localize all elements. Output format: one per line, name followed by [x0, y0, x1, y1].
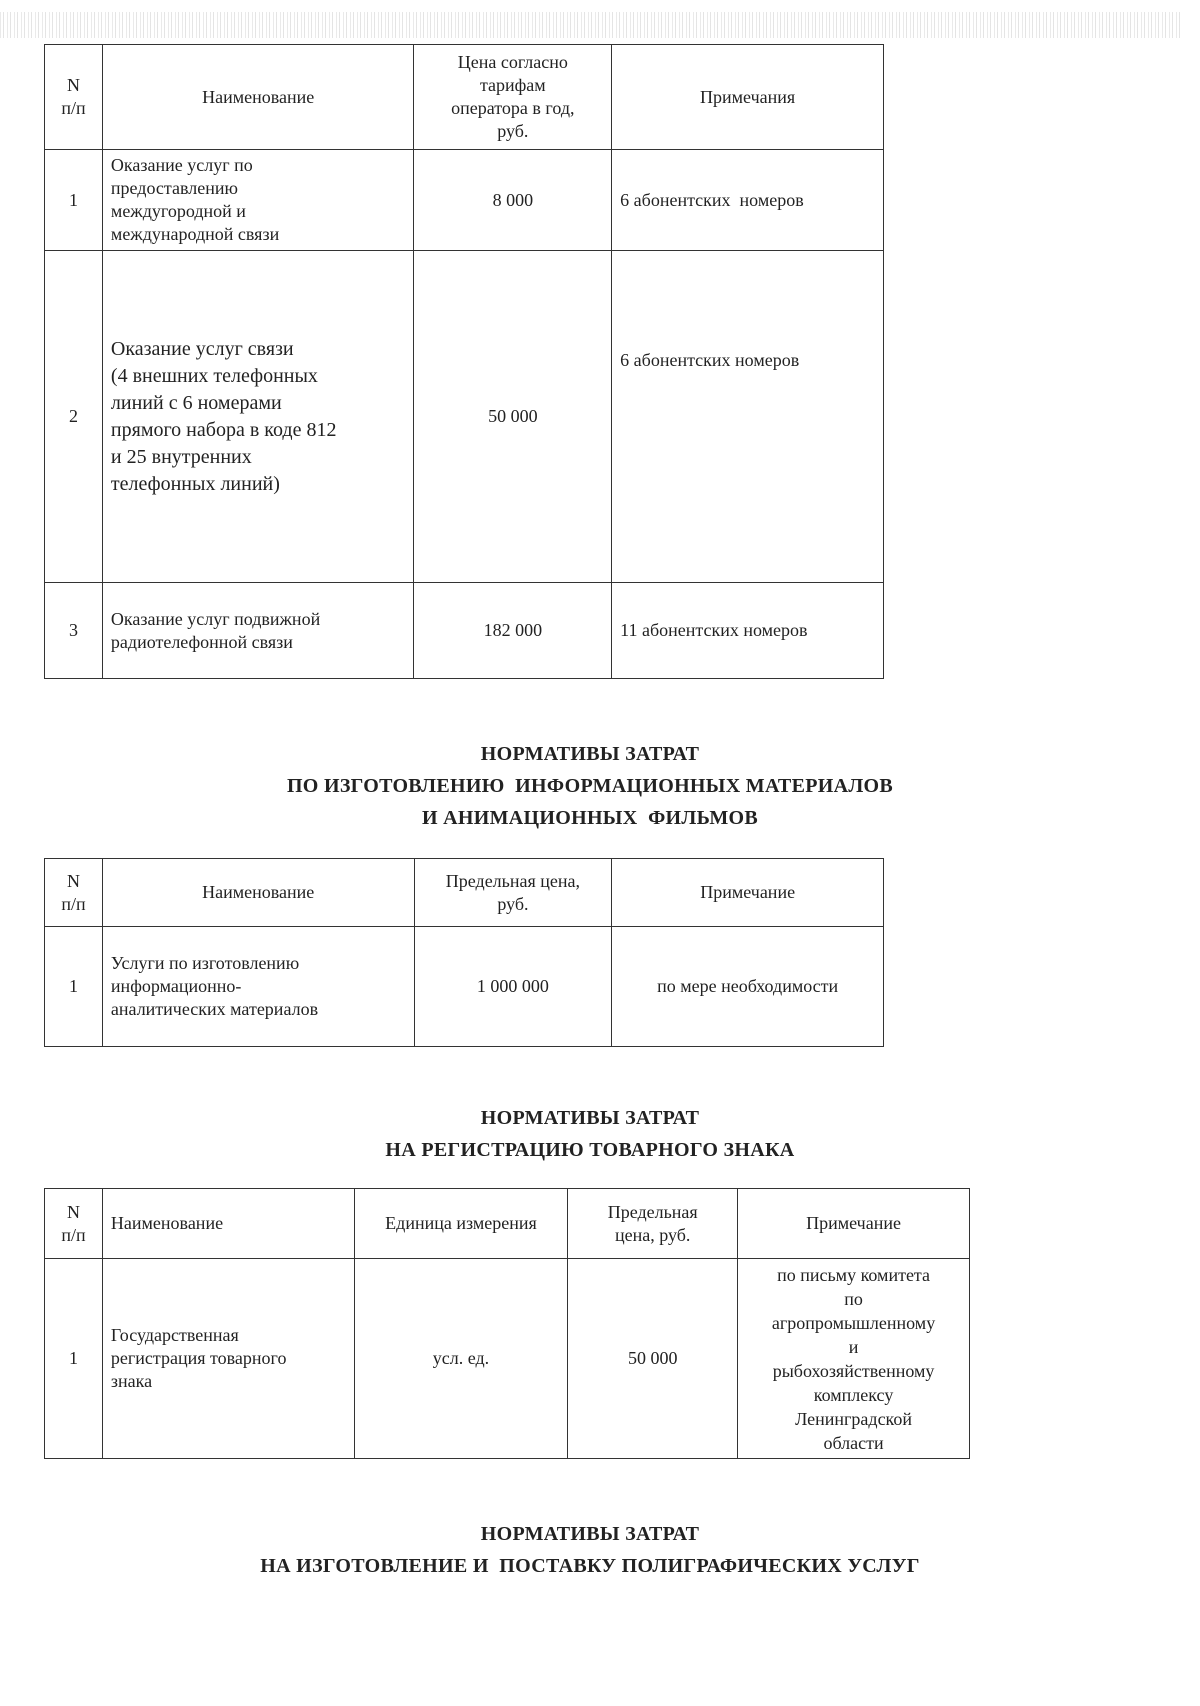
row-note: 11 абонентских номеров — [612, 583, 884, 679]
header-number: N п/п — [45, 1189, 103, 1259]
heading-line: НОРМАТИВЫ ЗАТРАТ — [480, 743, 700, 765]
table-row — [45, 583, 884, 679]
section-heading-trademark — [0, 1102, 1180, 1166]
heading-line: НА ИЗГОТОВЛЕНИЕ И ПОСТАВКУ ПОЛИГРАФИЧЕСКИХ УСЛУГ — [260, 1555, 920, 1577]
header-price: Предельная цена, руб. — [414, 859, 612, 927]
row-note: 6 абонентских номеров — [612, 251, 884, 583]
table-header-row — [45, 1189, 970, 1259]
heading-line: НОРМАТИВЫ ЗАТРАТ — [480, 1523, 700, 1545]
row-unit: усл. ед. — [354, 1259, 568, 1459]
row-number: 1 — [45, 150, 103, 251]
table-row — [45, 1259, 970, 1459]
header-notes: Примечание — [612, 859, 884, 927]
info-materials-table — [44, 858, 884, 1047]
table-row — [45, 150, 884, 251]
header-number: N п/п — [45, 859, 103, 927]
table-row — [45, 927, 884, 1047]
row-note: по мере необходимости — [612, 927, 884, 1047]
row-price: 182 000 — [414, 583, 612, 679]
row-name: Государственная регистрация товарного знака — [102, 1259, 354, 1459]
row-number: 1 — [45, 927, 103, 1047]
row-number: 2 — [45, 251, 103, 583]
heading-line: НОРМАТИВЫ ЗАТРАТ — [480, 1107, 700, 1129]
trademark-table — [44, 1188, 970, 1459]
table-header-row — [45, 859, 884, 927]
row-name: Оказание услуг по предоставлению междугородной и международной связи — [102, 150, 414, 251]
header-number: N п/п — [45, 45, 103, 150]
header-notes: Примечание — [738, 1189, 970, 1259]
table-row — [45, 251, 884, 583]
header-notes: Примечания — [612, 45, 884, 150]
row-name: Оказание услуг связи (4 внешних телефонных линий с 6 номерами прямого набора в коде 812 и 25 внутренних телефонных линий) — [102, 251, 414, 583]
row-price: 50 000 — [568, 1259, 738, 1459]
heading-line: НА РЕГИСТРАЦИЮ ТОВАРНОГО ЗНАКА — [385, 1139, 795, 1161]
telecom-services-table — [44, 44, 884, 679]
row-price: 50 000 — [414, 251, 612, 583]
scan-noise-strip — [0, 12, 1180, 38]
row-number: 1 — [45, 1259, 103, 1459]
header-unit: Единица измерения — [354, 1189, 568, 1259]
header-name: Наименование — [102, 45, 414, 150]
section-heading-info-materials — [0, 738, 1180, 834]
header-name: Наименование — [102, 1189, 354, 1259]
row-name: Оказание услуг подвижной радиотелефонной связи — [102, 583, 414, 679]
section-heading-printing — [0, 1518, 1180, 1582]
header-price: Цена согласно тарифам оператора в год, руб. — [414, 45, 612, 150]
row-price: 8 000 — [414, 150, 612, 251]
row-number: 3 — [45, 583, 103, 679]
row-price: 1 000 000 — [414, 927, 612, 1047]
table-header-row — [45, 45, 884, 150]
heading-line: ПО ИЗГОТОВЛЕНИЮ ИНФОРМАЦИОННЫХ МАТЕРИАЛОВ — [286, 775, 894, 797]
heading-line: И АНИМАЦИОННЫХ ФИЛЬМОВ — [421, 807, 759, 829]
row-note: 6 абонентских номеров — [612, 150, 884, 251]
row-name: Услуги по изготовлению информационно- аналитических материалов — [102, 927, 414, 1047]
header-name: Наименование — [102, 859, 414, 927]
row-note: по письму комитета по агропромышленному и рыбохозяйственному комплексу Ленинградской области — [738, 1259, 970, 1459]
header-price: Предельная цена, руб. — [568, 1189, 738, 1259]
